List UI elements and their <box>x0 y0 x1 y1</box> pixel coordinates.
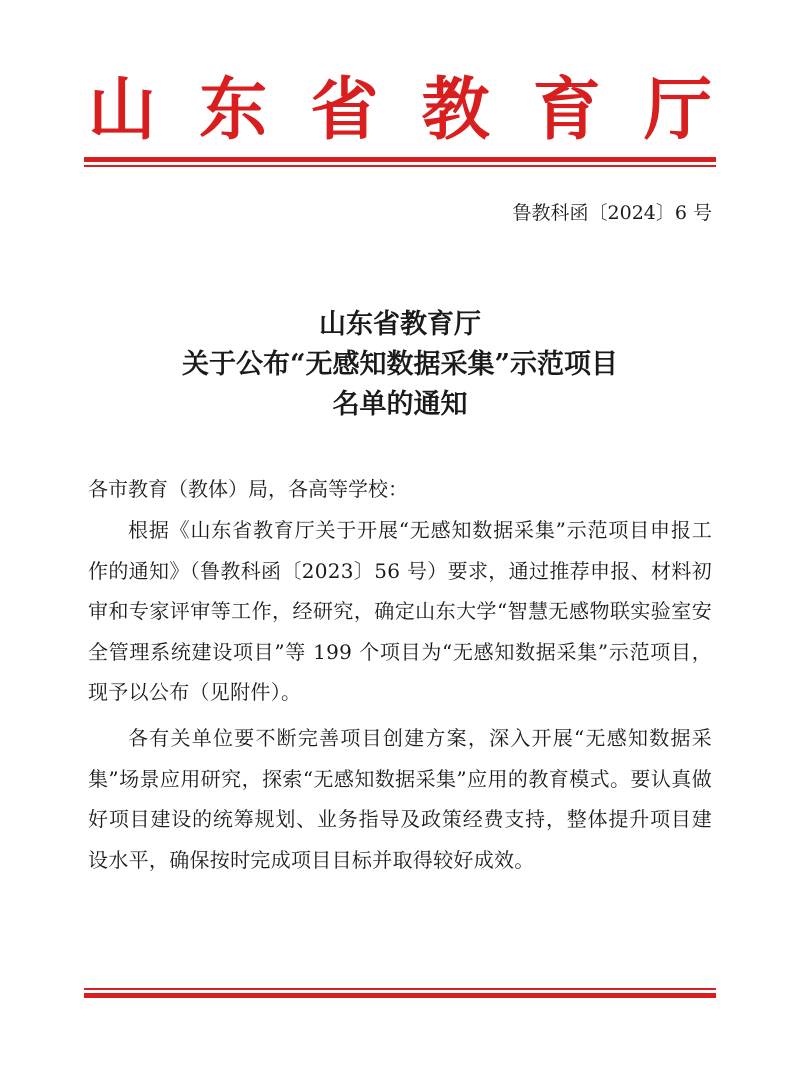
letterhead-title <box>88 70 712 150</box>
top-divider-thin <box>84 165 716 167</box>
title-line-1: 山东省教育厅 <box>319 309 481 340</box>
salutation: 各市教育（教体）局，各高等学校： <box>88 477 408 501</box>
document-number: 鲁教科函〔2024〕6 号 <box>512 202 712 224</box>
bottom-divider-thin <box>84 988 716 990</box>
bottom-divider-thick <box>84 993 716 998</box>
title-line-2: 关于公布“无感知数据采集”示范项目 <box>181 349 619 380</box>
letterhead-char: 厅 <box>643 70 712 150</box>
document-title <box>84 305 716 425</box>
top-divider-thick <box>84 157 716 162</box>
body-paragraph-2: 各有关单位要不断完善项目创建方案，深入开展“无感知数据采集”场景应用研究，探索“无感知数据采集”应用的教育模式。要认真做好项目建设的统筹规划、业务指导及政策经费支持，整体提升项目建设水平，确保按时完成项目目标并取得较好成效。 <box>88 726 712 872</box>
letterhead-char: 教 <box>421 70 490 150</box>
title-line-3: 名单的通知 <box>332 389 468 420</box>
letterhead-char: 山 <box>88 70 157 150</box>
letterhead-char: 省 <box>310 70 379 150</box>
letterhead-char: 育 <box>532 70 601 150</box>
body-paragraph-1: 根据《山东省教育厅关于开展“无感知数据采集”示范项目申报工作的通知》（鲁教科函〔2023〕56 号）要求，通过推荐申报、材料初审和专家评审等工作，经研究，确定山东大学“智慧无感物联实验室安全管理系统建设项目”等 199 个项目为“无感知数据采集”示范项目，现予以公布（见附件）。 <box>88 518 712 704</box>
letterhead-char: 东 <box>199 70 268 150</box>
